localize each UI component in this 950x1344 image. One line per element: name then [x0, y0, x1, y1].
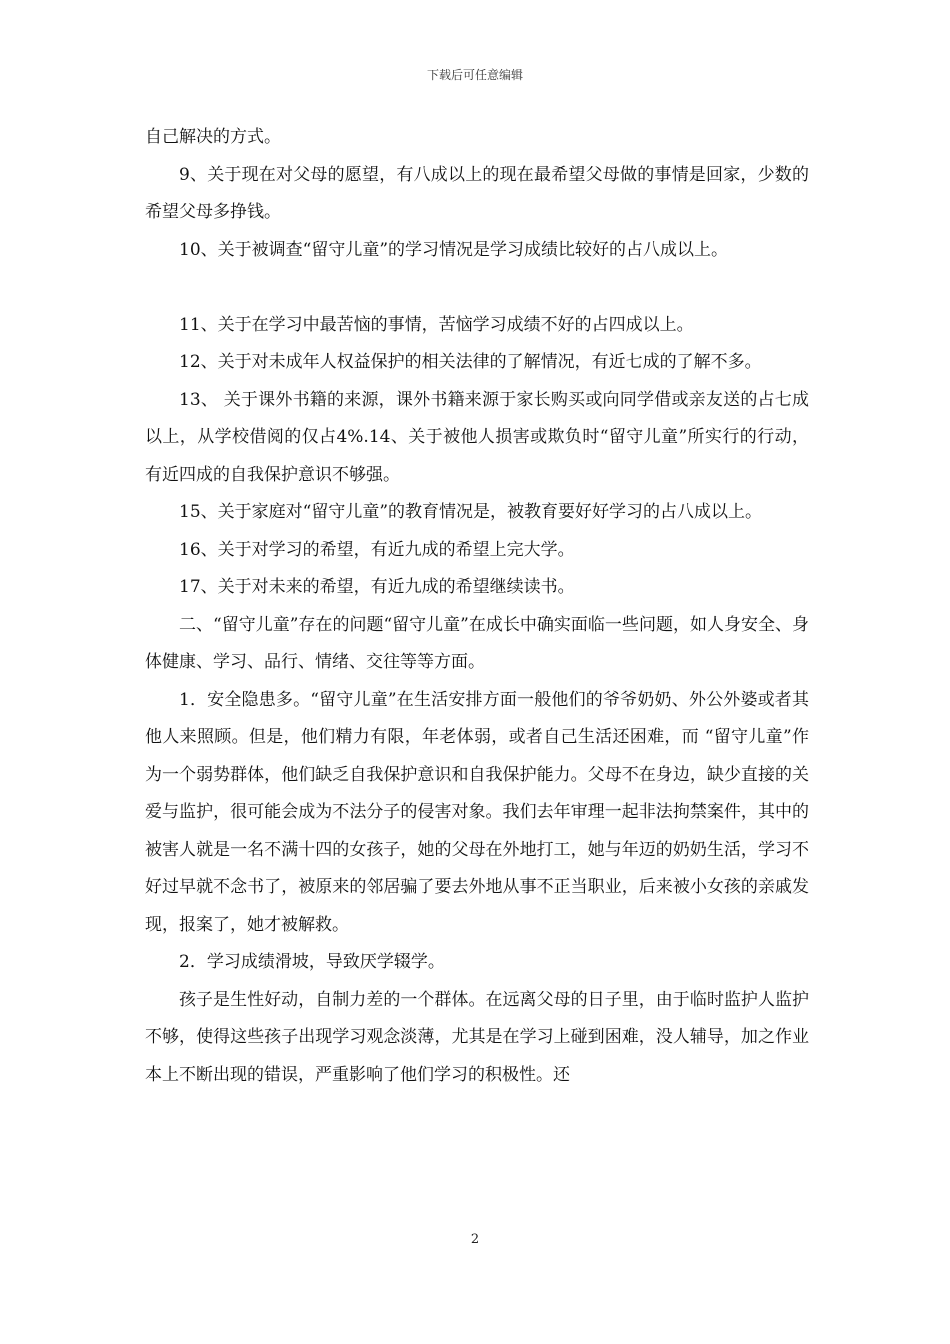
document-body [145, 119, 809, 1094]
paragraph-item-9: 9、关于现在对父母的愿望，有八成以上的现在最希望父母做的事情是回家，少数的希望父母多挣钱。 [145, 164, 809, 222]
page-header: 下载后可任意编辑 [426, 68, 523, 82]
paragraph-children-nature: 孩子是生性好动，自制力差的一个群体。在远离父母的日子里，由于临时监护人监护不够，使得这些孩子出现学习观念淡薄，尤其是在学习上碰到困难，没人辅导，加之作业本上不断出现的错误，严重影响了他们学习的积极性。还 [145, 989, 809, 1085]
page-number: 2 [470, 1232, 480, 1247]
paragraph-study-decline: 2．学习成绩滑坡，导致厌学辍学。 [179, 952, 445, 972]
paragraph-continuation: 自己解决的方式。 [145, 127, 281, 147]
section-heading-problems: 二、“留守儿童”存在的问题“留守儿童”在成长中确实面临一些问题，如人身安全、身体健康、学习、品行、情绪、交往等等方面。 [145, 614, 809, 672]
blank-line [145, 269, 809, 307]
paragraph-item-15: 15、关于家庭对“留守儿童”的教育情况是，被教育要好好学习的占八成以上。 [179, 502, 763, 522]
paragraph-item-10: 10、关于被调查“留守儿童”的学习情况是学习成绩比较好的占八成以上。 [179, 239, 729, 260]
paragraph-item-12: 12、关于对未成年人权益保护的相关法律的了解情况，有近七成的了解不多。 [179, 352, 762, 372]
paragraph-item-11: 11、关于在学习中最苦恼的事情，苦恼学习成绩不好的占四成以上。 [179, 314, 694, 335]
paragraph-item-16: 16、关于对学习的希望，有近九成的希望上完大学。 [179, 539, 575, 560]
paragraph-safety: 1．安全隐患多。“留守儿童”在生活安排方面一般他们的爷爷奶奶、外公外婆或者其他人来照顾。但是，他们精力有限，年老体弱，或者自己生活还困难，而 “留守儿童”作为一个弱势群体，他们缺乏自我保护意识和自我保护能力。父母不在身边，缺少直接的关爱与监护，很可能会成为不法分子的侵害对象。我们去年审理一起非法拘禁案件，其中的被害人就是一名不满十四的女孩子，她的父母在外地打工，她与年迈的奶奶生活，学习不好过早就不念书了，被原来的邻居骗了要去外地从事不正当职业，后来被小女孩的亲戚发现，报案了，她才被解救。 [145, 689, 809, 935]
paragraph-item-13-14: 13、 关于课外书籍的来源，课外书籍来源于家长购买或向同学借或亲友送的占七成以上，从学校借阅的仅占4%.14、关于被他人损害或欺负时“留守儿童”所实行的行动，有近四成的自我保护意识不够强。 [145, 389, 809, 485]
paragraph-item-17: 17、关于对未来的希望，有近九成的希望继续读书。 [179, 577, 575, 597]
